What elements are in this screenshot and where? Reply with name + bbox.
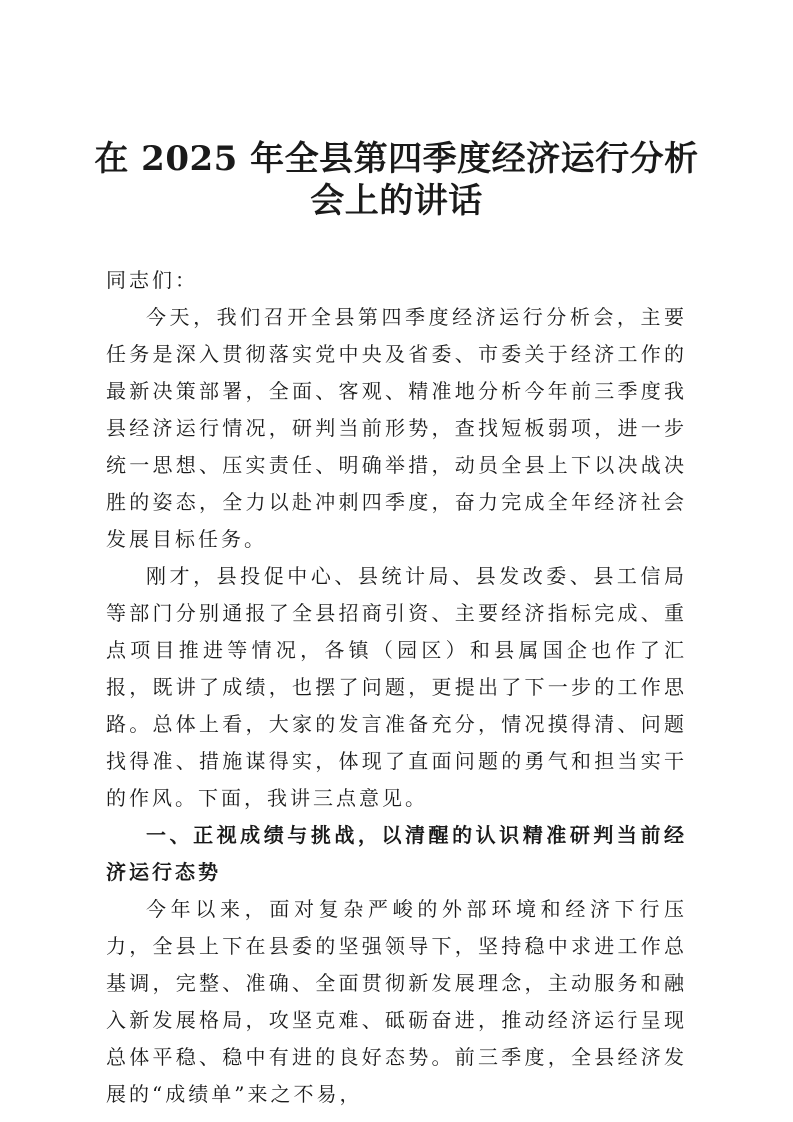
paragraph-2: 刚才，县投促中心、县统计局、县发改委、县工信局等部门分别通报了全县招商引资、主要经济指标完成、重点项目推进等情况，各镇（园区）和县属国企也作了汇报，既讲了成绩，也摆了问题，更提出了下一步的工作思路。总体上看，大家的发言准备充分，情况摸得清、问题找得准、措施谋得实，体现了直面问题的勇气和担当实干的作风。下面，我讲三点意见。 bbox=[106, 564, 687, 810]
title-line-2: 会上的讲话 bbox=[310, 181, 483, 221]
paragraph-3: 今年以来，面对复杂严峻的外部环境和经济下行压力，全县上下在县委的坚强领导下，坚持稳中求进工作总基调，完整、准确、全面贯彻新发展理念，主动服务和融入新发展格局，攻坚克难、砥砺奋进，推动经济运行呈现总体平稳、稳中有进的良好态势。前三季度，全县经济发展的“成绩单”来之不易， bbox=[106, 897, 687, 1106]
salutation: 同志们： bbox=[106, 268, 198, 292]
title-line-1: 在 2025 年全县第四季度经济运行分析 bbox=[94, 139, 699, 179]
paragraph-1: 今天，我们召开全县第四季度经济运行分析会，主要任务是深入贯彻落实党中央及省委、市委关于经济工作的最新决策部署，全面、客观、精准地分析今年前三季度我县经济运行情况，研判当前形势，查找短板弱项，进一步统一思想、压实责任、明确举措，动员全县上下以决战决胜的姿态，全力以赴冲刺四季度，奋力完成全年经济社会发展目标任务。 bbox=[106, 305, 687, 551]
section-heading-1: 一、正视成绩与挑战，以清醒的认识精准研判当前经济运行态势 bbox=[106, 823, 687, 884]
speech-body bbox=[106, 262, 687, 1113]
page-title bbox=[86, 138, 707, 222]
